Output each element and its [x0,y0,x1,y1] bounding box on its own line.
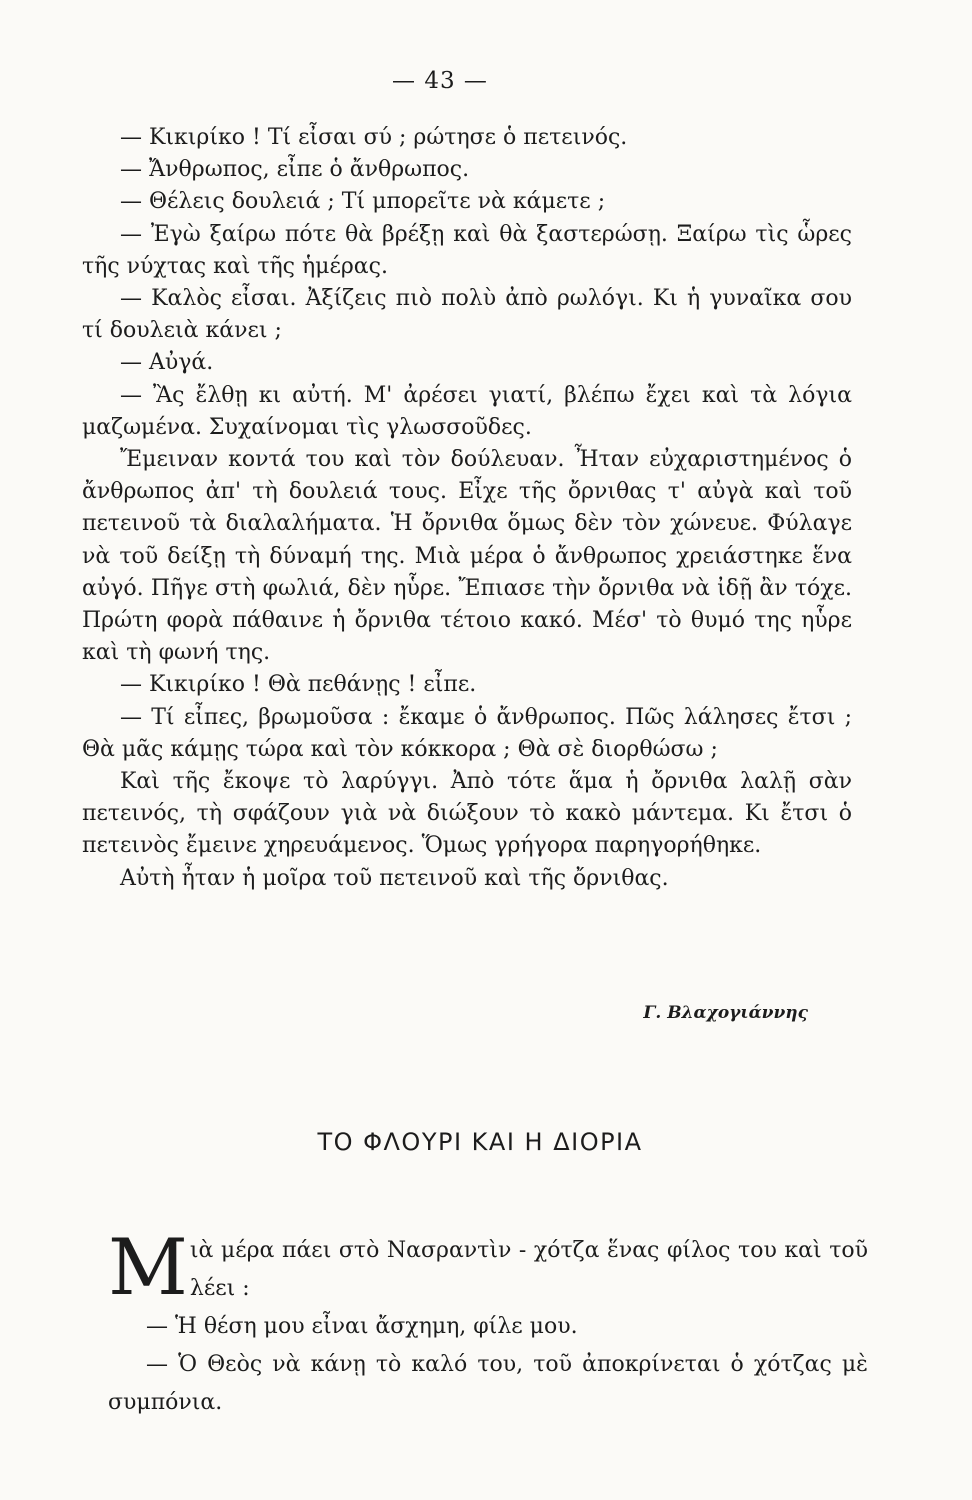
paragraph: — Αὐγά. [120,350,214,376]
page-number: — 43 — [392,68,488,94]
paragraph: — Ἂς ἔλθῃ κι αὐτή. Μ' ἀρέσει γιατί, βλέπω ἔχει καὶ τὰ λόγια μαζωμένα. Συχαίνομαι τὶς γλωσσοῦδες. [82,382,852,440]
paragraph: — Καλὸς εἶσαι. Ἀξίζεις πιὸ πολὺ ἀπὸ ρωλόγι. Κι ἡ γυναῖκα σου τί δουλειὰ κάνει ; [82,286,852,344]
paragraph: — Τί εἶπες, βρωμοῦσα : ἔκαμε ὁ ἄνθρωπος. Πῶς λάλησες ἔτσι ; Θὰ μᾶς κάμῃς τώρα καὶ τὸν κόκκορα ; Θὰ σὲ διορθώσω ; [82,704,852,762]
paragraph: — Θέλεις δουλειά ; Τί μπορεῖτε νὰ κάμετε ; [120,189,606,215]
paragraph-text: ιὰ μέρα πάει στὸ Νασραντὶν - χότζα ἕνας φίλος του καὶ τοῦ λέει : [189,1238,868,1301]
paragraph: — Ἐγὼ ξαίρω πότε θὰ βρέξῃ καὶ θὰ ξαστερώσῃ. Ξαίρω τὶς ὧρες τῆς νύχτας καὶ τῆς ἡμέρας. [82,221,852,279]
author-signature: Γ. Βλαχογιάννης [643,1003,808,1023]
paragraph: Ἔμειναν κοντά του καὶ τὸν δούλευαν. Ἦταν εὐχαριστημένος ὁ ἄνθρωπος ἀπ' τὴ δουλειά τους. Εἶχε τῆς ὄρνιθας τ' αὐγὰ καὶ τοῦ πετεινοῦ τὰ διαλαλήματα. Ἡ ὄρνιθα ὅμως δὲν τὸν χώνευε. Φύλαγε νὰ τοῦ δείξῃ τὴ δύναμή της. Μιὰ μέρα ὁ ἄνθρωπος χρειάστηκε ἕνα αὐγό. Πῆγε στὴ φωλιά, δὲν ηὗρε. Ἔπιασε τὴν ὄρνιθα νὰ ἰδῇ ἂν τόχε. Πρώτη φορὰ πάθαινε ἡ ὄρνιθα τέτοιο κακό. Μέσ' τὸ θυμό της ηὗρε καὶ τὴ φωνή της. [82,447,852,666]
story-text [82,122,852,895]
paragraph: Καὶ τῆς ἔκοψε τὸ λαρύγγι. Ἀπὸ τότε ἅμα ἡ ὄρνιθα λαλῇ σὰν πετεινός, τὴ σφάζουν γιὰ νὰ διώξουν τὸ κακὸ μάντεμα. Κι ἔτσι ὁ πετεινὸς ἔμεινε χηρευάμενος. Ὅμως γρήγορα παρηγορήθηκε. [82,769,852,859]
paragraph [108,1223,868,1313]
paragraph: — Ὁ Θεὸς νὰ κάνῃ τὸ καλό του, τοῦ ἀποκρίνεται ὁ χότζας μὲ συμπόνια. [108,1352,868,1415]
second-story-text [108,1223,868,1422]
paragraph: — Κικιρίκο ! Θὰ πεθάνῃς ! εἶπε. [120,672,477,698]
paragraph: — Ἡ θέση μου εἶναι ἄσχημη, φίλε μου. [146,1314,578,1339]
paragraph: — Ἄνθρωπος, εἶπε ὁ ἄνθρωπος. [120,157,470,183]
section-title: ΤΟ ΦΛΟΥΡΙ ΚΑΙ Η ΔΙΟΡΙΑ [317,1128,643,1156]
paragraph: Αὐτὴ ἦταν ἡ μοῖρα τοῦ πετεινοῦ καὶ τῆς ὄρνιθας. [120,865,669,891]
drop-cap: Μ [108,1223,188,1313]
paragraph: — Κικιρίκο ! Τί εἶσαι σύ ; ρώτησε ὁ πετεινός. [120,125,628,150]
